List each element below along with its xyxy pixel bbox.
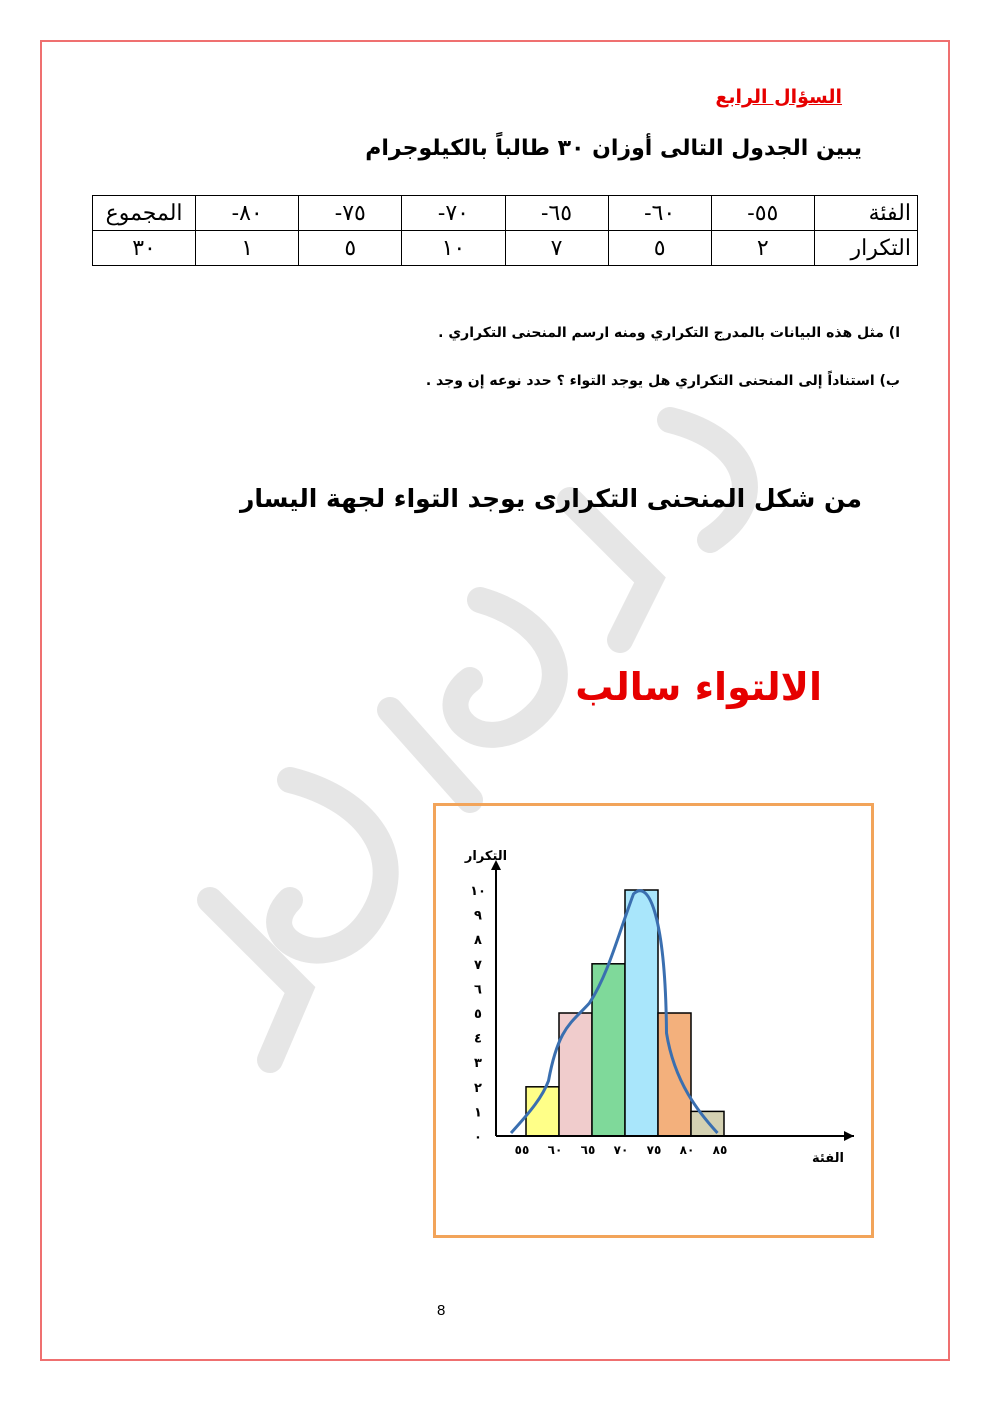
frequency-table	[92, 195, 918, 266]
task-a: ا) مثل هذه البيانات بالمدرج التكراري ومنه ارسم المنحنى التكراري .	[438, 325, 900, 341]
task-b: ب) استناداً إلى المنحنى التكراري هل يوجد التواء ؟ حدد نوعه إن وجد .	[425, 373, 900, 389]
x-tick-label: ٧٥	[646, 1143, 662, 1157]
x-tick-label: ٥٥	[514, 1143, 530, 1157]
y-tick-label: ٢	[474, 1080, 482, 1096]
table-cell: ٥٥-	[711, 196, 814, 231]
x-tick-label: ٨٥	[712, 1143, 728, 1157]
x-axis-arrow	[844, 1131, 854, 1141]
table-cell: ٢	[711, 231, 814, 266]
page-number: 8	[437, 1302, 446, 1319]
y-tick-label: ٦	[474, 982, 482, 998]
table-cell: ١٠	[402, 231, 505, 266]
table-row-frequencies	[93, 231, 918, 266]
question-title: السؤال الرابع	[715, 86, 842, 108]
y-tick-label: ٣	[474, 1056, 482, 1072]
table-row-classes	[93, 196, 918, 231]
y-tick-label: ٤	[474, 1031, 482, 1047]
table-cell: ١	[196, 231, 299, 266]
y-tick-label: ٧	[474, 957, 482, 973]
y-tick-label: ١	[474, 1105, 482, 1121]
table-cell: ٧٥-	[299, 196, 402, 231]
x-axis-label: الفئة	[812, 1151, 844, 1166]
table-cell: ٦٠-	[608, 196, 711, 231]
table-header-frequency: التكرار	[814, 231, 917, 266]
x-tick-label: ٦٥	[580, 1143, 596, 1157]
table-header-total: المجموع	[93, 196, 196, 231]
histogram-bar	[625, 890, 658, 1136]
x-tick-label: ٦٠	[547, 1143, 563, 1157]
x-tick-label: ٨٠	[679, 1143, 695, 1157]
y-axis-label: التكرار	[464, 849, 508, 864]
table-cell: ٧	[505, 231, 608, 266]
y-tick-label: ١٠	[470, 884, 486, 899]
table-cell: ٨٠-	[196, 196, 299, 231]
question-intro: يبين الجدول التالى أوزان ٣٠ طالباً بالكيلوجرام	[365, 136, 862, 161]
y-tick-label: ٠	[474, 1130, 482, 1145]
histogram-svg	[436, 806, 871, 1235]
table-header-class: الفئة	[814, 196, 917, 231]
skew-result: الالتواء سالب	[575, 665, 822, 709]
y-tick-label: ٨	[474, 933, 482, 949]
table-cell: ٦٥-	[505, 196, 608, 231]
y-tick-label: ٩	[474, 908, 482, 924]
table-cell: ٥	[608, 231, 711, 266]
histogram-bar	[658, 1013, 691, 1136]
table-cell-total: ٣٠	[93, 231, 196, 266]
histogram-chart	[433, 803, 874, 1238]
y-tick-label: ٥	[474, 1007, 482, 1022]
table-cell: ٧٠-	[402, 196, 505, 231]
x-tick-label: ٧٠	[613, 1143, 629, 1157]
table-cell: ٥	[299, 231, 402, 266]
answer-text: من شكل المنحنى التكرارى يوجد التواء لجهة اليسار	[239, 484, 862, 513]
